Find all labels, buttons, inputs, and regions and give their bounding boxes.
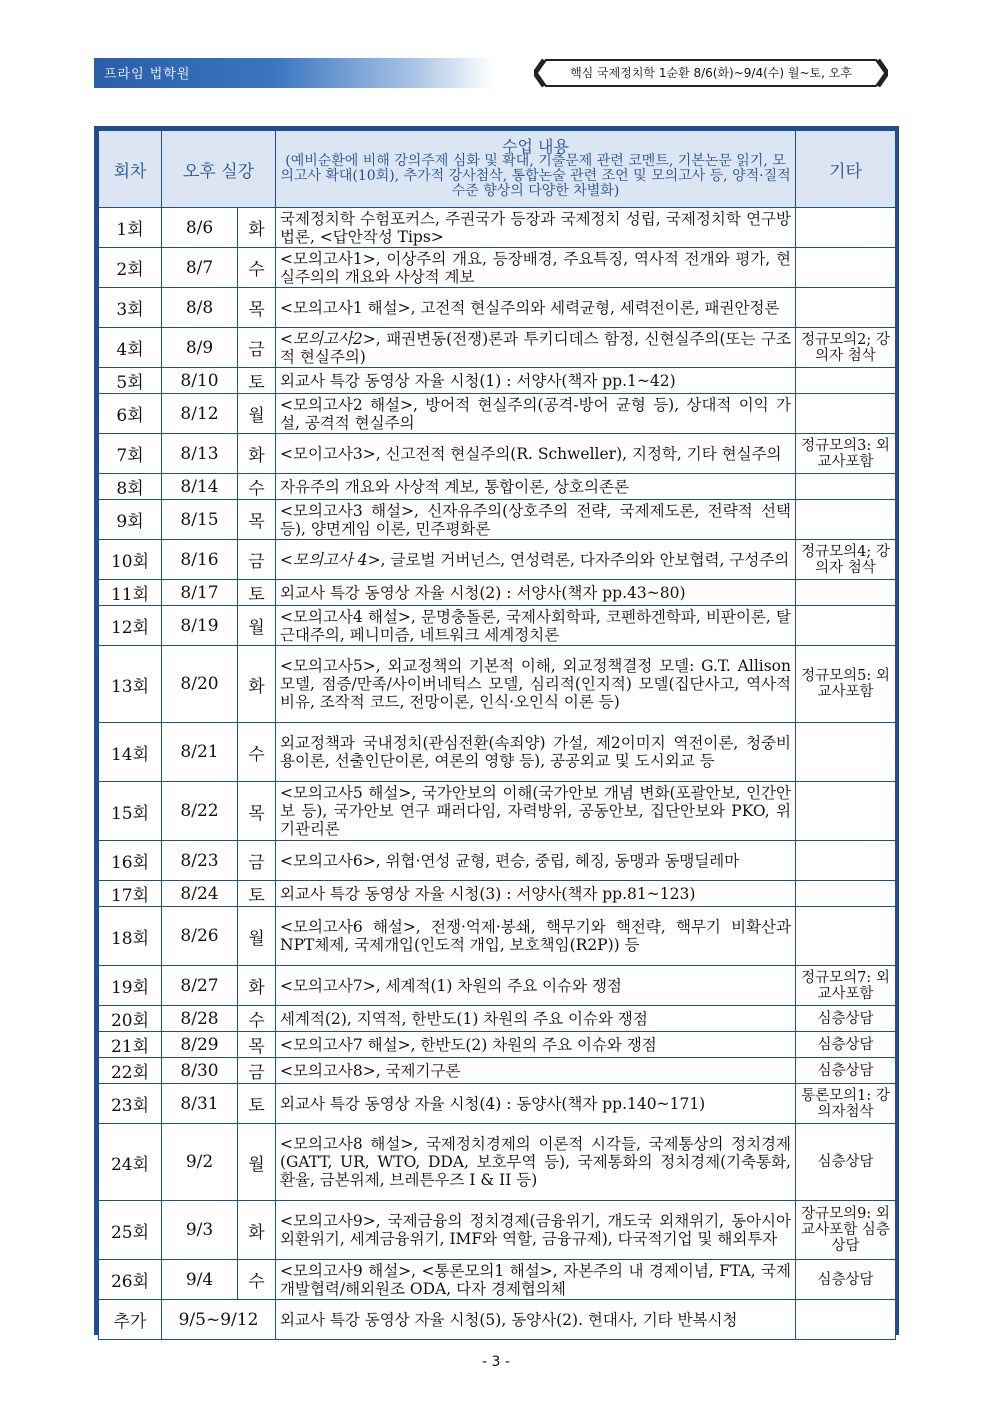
table-row xyxy=(99,1058,896,1084)
session-content-text: 외교사 특강 동영상 자율 시청(5), 동양사(2). 현대사, 기타 반복시청 xyxy=(280,1310,738,1329)
session-weekday: 금 xyxy=(238,328,276,368)
session-content xyxy=(276,500,796,540)
session-number: 25회 xyxy=(99,1201,162,1260)
session-number: 6회 xyxy=(99,394,162,434)
session-weekday: 수 xyxy=(238,1260,276,1300)
session-content-text: <모의고사5 해설>, 국가안보의 이해(국가안보 개념 변화(포괄안보, 인간안보 등), 국가안보 연구 패러다임, 자력방위, 공동안보, 집단안보와 PKO, 위기관리론 xyxy=(280,784,791,838)
session-weekday: 토 xyxy=(238,1084,276,1124)
session-note xyxy=(796,288,896,328)
table-body xyxy=(99,208,896,1340)
session-number: 2회 xyxy=(99,248,162,288)
table-row xyxy=(99,646,896,723)
table-row xyxy=(99,1124,896,1201)
session-date: 8/14 xyxy=(162,474,238,500)
session-content xyxy=(276,248,796,288)
course-title: 핵심 국제정치학 1순환 8/6(화)~9/4(수) 월~토, 오후 xyxy=(570,66,852,80)
session-date: 8/13 xyxy=(162,434,238,474)
session-note xyxy=(796,500,896,540)
session-content xyxy=(276,580,796,606)
session-note xyxy=(796,907,896,966)
session-weekday: 수 xyxy=(238,248,276,288)
table-row xyxy=(99,208,896,248)
session-content xyxy=(276,646,796,723)
session-number: 11회 xyxy=(99,580,162,606)
session-weekday: 화 xyxy=(238,208,276,248)
table-row xyxy=(99,500,896,540)
session-content-text: <모의고사6 해설>, 전쟁·억제·봉쇄, 핵무기와 핵전략, 핵무기 비확산과 NPT체제, 국제개입(인도적 개입, 보호책임(R2P)) 등 xyxy=(280,918,791,954)
session-date: 8/19 xyxy=(162,606,238,646)
session-content-text: 외교사 특강 동영상 자율 시청(1) : 서양사(책자 pp.1~42) xyxy=(280,371,676,390)
session-content-text: <모의고사7>, 세계적(1) 차원의 주요 이슈와 쟁점 xyxy=(280,976,622,995)
table-row xyxy=(99,881,896,907)
session-content xyxy=(276,288,796,328)
session-content-text: 국제정치학 수험포커스, 주권국가 등장과 국제정치 성립, 국제정치학 연구방법론, <답안작성 Tips> xyxy=(280,209,791,246)
table-row xyxy=(99,1032,896,1058)
session-weekday: 금 xyxy=(238,841,276,881)
session-note xyxy=(796,580,896,606)
session-date: 8/12 xyxy=(162,394,238,434)
session-content-text: <모의고사3 해설>, 신자유주의(상호주의 전략, 국제제도론, 전략적 선택 등), 양면게임 이론, 민주평화론 xyxy=(280,501,791,538)
session-content xyxy=(276,1084,796,1124)
session-content xyxy=(276,1006,796,1032)
session-content xyxy=(276,841,796,881)
session-weekday: 토 xyxy=(238,881,276,907)
table-header-row xyxy=(99,131,896,208)
session-number: 13회 xyxy=(99,646,162,723)
session-number: 1회 xyxy=(99,208,162,248)
session-content-text: , 패권변동(전쟁)론과 투키디데스 함정, 신현실주의(또는 구조적 현실주의) xyxy=(280,329,791,366)
session-content-text: , 글로벌 거버넌스, 연성력론, 다자주의와 안보협력, 구성주의 xyxy=(380,550,790,569)
table-row xyxy=(99,907,896,966)
session-date: 8/15 xyxy=(162,500,238,540)
session-weekday: 월 xyxy=(238,394,276,434)
session-number: 추가 xyxy=(99,1300,162,1340)
session-date: 8/17 xyxy=(162,580,238,606)
table-row xyxy=(99,540,896,580)
session-content-text: <모의고사6>, 위협·연성 균형, 편승, 중립, 헤징, 동맹과 동맹딜레마 xyxy=(280,851,740,870)
table-row xyxy=(99,474,896,500)
session-weekday: 목 xyxy=(238,288,276,328)
session-number: 26회 xyxy=(99,1260,162,1300)
session-number: 20회 xyxy=(99,1006,162,1032)
session-content-text: <모의고사7 해설>, 한반도(2) 차원의 주요 이슈와 쟁점 xyxy=(280,1035,657,1054)
session-content xyxy=(276,966,796,1006)
session-date: 8/9 xyxy=(162,328,238,368)
session-content-text: <모의고사2 해설>, 방어적 현실주의(공격-방어 균형 등), 상대적 이익 가설, 공격적 현실주의 xyxy=(280,395,791,432)
session-content-text: <모의고사8>, 국제기구론 xyxy=(280,1061,461,1080)
schedule-table-frame xyxy=(94,126,899,1335)
table-row xyxy=(99,328,896,368)
session-date: 8/27 xyxy=(162,966,238,1006)
session-content xyxy=(276,474,796,500)
session-date: 8/26 xyxy=(162,907,238,966)
table-row xyxy=(99,580,896,606)
session-content-text: 세계적(2), 지역적, 한반도(1) 차원의 주요 이슈와 쟁점 xyxy=(280,1009,648,1028)
session-weekday: 토 xyxy=(238,368,276,394)
session-content xyxy=(276,881,796,907)
session-content xyxy=(276,1300,796,1340)
session-weekday: 수 xyxy=(238,474,276,500)
session-note: 정규모의5: 외교사포함 xyxy=(796,646,896,723)
session-weekday: 화 xyxy=(238,1201,276,1260)
session-weekday: 월 xyxy=(238,907,276,966)
session-date: 9/2 xyxy=(162,1124,238,1201)
session-note xyxy=(796,208,896,248)
session-weekday: 금 xyxy=(238,1058,276,1084)
session-number: 17회 xyxy=(99,881,162,907)
session-content-text: 자유주의 개요와 사상적 계보, 통합이론, 상호의존론 xyxy=(280,477,629,496)
session-content xyxy=(276,394,796,434)
session-note xyxy=(796,782,896,841)
session-content-text: <모이고사3>, 신고전적 현실주의(R. Schweller), 지정학, 기타 현실주의 xyxy=(280,444,782,463)
session-number: 19회 xyxy=(99,966,162,1006)
session-note xyxy=(796,368,896,394)
session-date: 8/7 xyxy=(162,248,238,288)
session-note: 통론모의1: 강의자첨삭 xyxy=(796,1084,896,1124)
session-date: 8/23 xyxy=(162,841,238,881)
brand-label: 프라임 법학원 xyxy=(104,67,191,82)
session-date: 8/20 xyxy=(162,646,238,723)
course-banner xyxy=(534,58,888,88)
table-row xyxy=(99,434,896,474)
session-content xyxy=(276,368,796,394)
session-date: 9/4 xyxy=(162,1260,238,1300)
session-content-text: 외교정책과 국내정치(관심전환(속죄양) 가설, 제2이미지 역전이론, 청중비용이론, 선출인단이론, 여론의 영향 등), 공공외교 및 도시외교 등 xyxy=(280,734,791,770)
session-number: 14회 xyxy=(99,723,162,782)
session-number: 12회 xyxy=(99,606,162,646)
session-weekday: 금 xyxy=(238,540,276,580)
session-content-text: 외교사 특강 동영상 자율 시청(3) : 서양사(책자 pp.81~123) xyxy=(280,884,696,903)
session-weekday: 수 xyxy=(238,1006,276,1032)
session-number: 21회 xyxy=(99,1032,162,1058)
session-number: 9회 xyxy=(99,500,162,540)
session-date: 8/30 xyxy=(162,1058,238,1084)
session-date: 8/6 xyxy=(162,208,238,248)
session-content-text: <모의고사5>, 외교정책의 기본적 이해, 외교정책결정 모델: G.T. Allison 모델, 점증/만족/사이버네틱스 모델, 심리적(인지적) 모델(집단사고, 역사적 비유, 조작적 코드, 전망이론, 인식·오인식 이론 등) xyxy=(280,657,791,711)
session-number: 3회 xyxy=(99,288,162,328)
session-weekday: 수 xyxy=(238,723,276,782)
session-number: 7회 xyxy=(99,434,162,474)
session-note xyxy=(796,474,896,500)
session-content-text: 외교사 특강 동영상 자율 시청(4) : 동양사(책자 pp.140~171) xyxy=(280,1094,706,1113)
session-number: 22회 xyxy=(99,1058,162,1084)
table-row xyxy=(99,1260,896,1300)
table-row xyxy=(99,394,896,434)
table-row xyxy=(99,606,896,646)
session-date: 8/21 xyxy=(162,723,238,782)
table-row xyxy=(99,1201,896,1260)
page-number: - 3 - xyxy=(482,1354,510,1370)
mock-exam-emphasis: <모의고사2> xyxy=(280,329,376,348)
session-date: 9/5~9/12 xyxy=(162,1300,276,1340)
session-content xyxy=(276,328,796,368)
header-etc: 기타 xyxy=(796,131,896,208)
session-content xyxy=(276,434,796,474)
session-note: 심층상담 xyxy=(796,1032,896,1058)
header-no: 회차 xyxy=(99,131,162,208)
session-note xyxy=(796,394,896,434)
table-row xyxy=(99,288,896,328)
session-content xyxy=(276,208,796,248)
session-number: 23회 xyxy=(99,1084,162,1124)
session-content xyxy=(276,1124,796,1201)
session-date: 8/16 xyxy=(162,540,238,580)
session-number: 15회 xyxy=(99,782,162,841)
session-content-text: <모의고사9 해설>, <통론모의1 해설>, 자본주의 내 경제이념, FTA, 국제개발협력/해외원조 ODA, 다자 경제협의체 xyxy=(280,1261,791,1298)
table-row xyxy=(99,368,896,394)
session-content-text: <모의고사8 해설>, 국제정치경제의 이론적 시각들, 국제통상의 정치경제(GATT, UR, WTO, DDA, 보호무역 등), 국제통화의 정치경제(기축통화, 환율, 금본위제, 브레튼우즈 I & II 등) xyxy=(280,1135,791,1189)
session-weekday: 토 xyxy=(238,580,276,606)
session-number: 10회 xyxy=(99,540,162,580)
session-content xyxy=(276,1058,796,1084)
session-weekday: 목 xyxy=(238,500,276,540)
session-note xyxy=(796,606,896,646)
session-content-text: <모의고사4 해설>, 문명충돌론, 국제사회학파, 코펜하겐학파, 비판이론, 탈근대주의, 페니미즘, 네트워크 세계정치론 xyxy=(280,607,791,644)
session-date: 8/8 xyxy=(162,288,238,328)
session-content-text: <모의고사1 해설>, 고전적 현실주의와 세력균형, 세력전이론, 패권안정론 xyxy=(280,298,780,317)
table-row xyxy=(99,1084,896,1124)
session-content-text: <모의고사9>, 국제금융의 정치경제(금융위기, 개도국 외채위기, 동아시아 외환위기, 세계금융위기, IMF와 역할, 금융규제), 다국적기업 및 해외투자 xyxy=(280,1212,791,1248)
session-note xyxy=(796,1300,896,1340)
session-date: 8/28 xyxy=(162,1006,238,1032)
session-note xyxy=(796,248,896,288)
session-content xyxy=(276,907,796,966)
session-date: 8/22 xyxy=(162,782,238,841)
session-note: 정규모의4; 강의자 첨삭 xyxy=(796,540,896,580)
session-note: 정규모의7: 외교사포함 xyxy=(796,966,896,1006)
session-weekday: 월 xyxy=(238,606,276,646)
session-content xyxy=(276,723,796,782)
session-note xyxy=(796,723,896,782)
session-weekday: 월 xyxy=(238,1124,276,1201)
header-time: 오후 실강 xyxy=(162,131,276,208)
session-content-text: 외교사 특강 동영상 자율 시청(2) : 서양사(책자 pp.43~80) xyxy=(280,583,686,602)
session-content xyxy=(276,1201,796,1260)
session-note: 심층상담 xyxy=(796,1058,896,1084)
session-content xyxy=(276,1032,796,1058)
table-row xyxy=(99,841,896,881)
header-content-title: 수업 내용 xyxy=(502,137,569,156)
table-row xyxy=(99,723,896,782)
session-content-text: <모의고사1>, 이상주의 개요, 등장배경, 주요특징, 역사적 전개와 평가, 현실주의의 개요와 사상적 계보 xyxy=(280,249,791,286)
session-note: 정규모의2; 강의자 첨삭 xyxy=(796,328,896,368)
session-number: 18회 xyxy=(99,907,162,966)
header-content-desc: (예비순환에 비해 강의주제 심화 및 확대, 기출문제 관련 코멘트, 기본논문 읽기, 모의고사 확대(10회), 추가적 강사첨삭, 통합논술 관련 조언 및 모의고사 등, 양적·질적 수준 향상의 다양한 차별화) xyxy=(280,153,791,199)
session-weekday: 목 xyxy=(238,782,276,841)
session-date: 8/10 xyxy=(162,368,238,394)
session-number: 8회 xyxy=(99,474,162,500)
session-note xyxy=(796,881,896,907)
table-row xyxy=(99,1300,896,1340)
session-note: 심층상담 xyxy=(796,1006,896,1032)
session-number: 16회 xyxy=(99,841,162,881)
session-content xyxy=(276,1260,796,1300)
session-content xyxy=(276,606,796,646)
mock-exam-emphasis: <모의고사 4> xyxy=(280,550,381,569)
table-row xyxy=(99,248,896,288)
table-row xyxy=(99,782,896,841)
session-date: 8/29 xyxy=(162,1032,238,1058)
session-note: 심층상담 xyxy=(796,1124,896,1201)
session-number: 24회 xyxy=(99,1124,162,1201)
session-weekday: 목 xyxy=(238,1032,276,1058)
session-note xyxy=(796,841,896,881)
table-row xyxy=(99,1006,896,1032)
session-note: 장규모의9: 외교사포함 심층상담 xyxy=(796,1201,896,1260)
session-content xyxy=(276,540,796,580)
session-number: 5회 xyxy=(99,368,162,394)
session-date: 8/24 xyxy=(162,881,238,907)
session-date: 8/31 xyxy=(162,1084,238,1124)
schedule-table xyxy=(98,130,896,1340)
session-note: 정규모의3: 외교사포함 xyxy=(796,434,896,474)
session-weekday: 화 xyxy=(238,966,276,1006)
session-number: 4회 xyxy=(99,328,162,368)
session-date: 9/3 xyxy=(162,1201,238,1260)
table-row xyxy=(99,966,896,1006)
session-content xyxy=(276,782,796,841)
header-content xyxy=(276,131,796,208)
session-weekday: 화 xyxy=(238,434,276,474)
session-weekday: 화 xyxy=(238,646,276,723)
session-note: 심층상담 xyxy=(796,1260,896,1300)
